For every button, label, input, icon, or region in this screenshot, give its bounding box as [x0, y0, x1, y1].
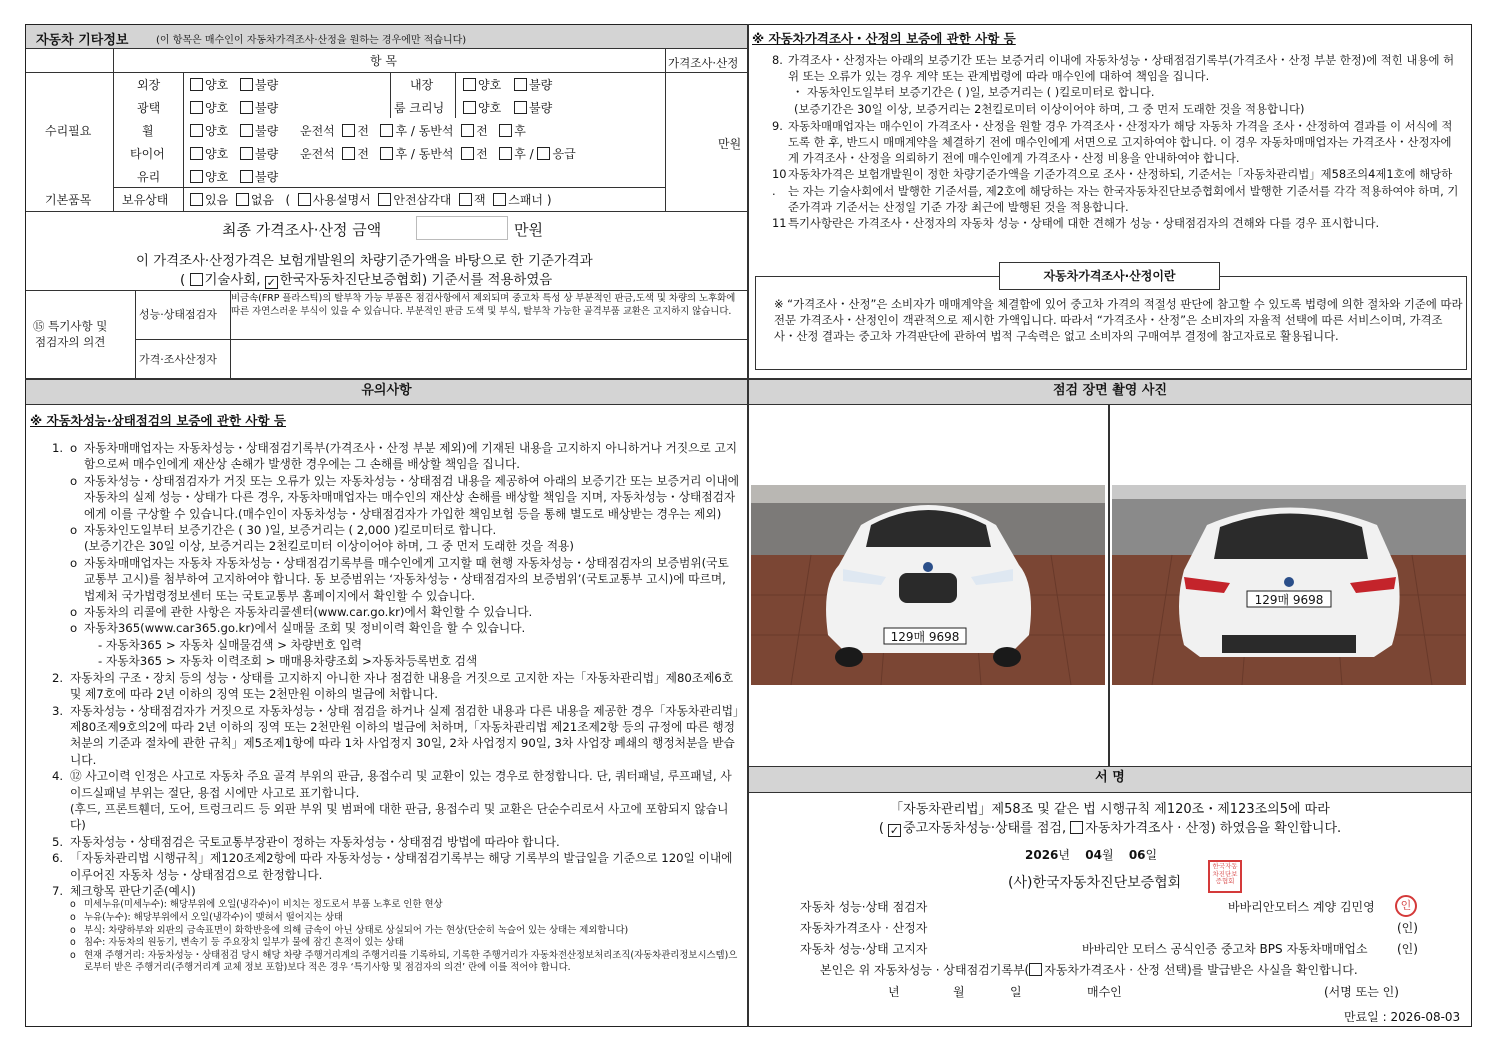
checkbox[interactable]	[1029, 963, 1042, 976]
grid-line	[183, 72, 184, 211]
tire-good: 양호	[190, 146, 228, 162]
price-warranty-items: 8. 가격조사・산정자는 아래의 보증기간 또는 보증거리 이내에 자동차성능・상태점검기록부(가격조사・산정 부분 한정)에 적힌 내용에 허위 또는 오류가 있는 경우 계약 또는 관계법령에 따라 매수인에 대하여 책임을 집니다. ・ 자동차인도일부터 보증기간은 ( )일, 보증거리는 ( )킬로미터로 합니다. (보증기간은 30일 이상, 보증거리는 2천킬로미터 이상이어야 하며, 그 중 먼저 도래한 것을 적용합니다) 9. 자동차매매업자는 매수인이 가격조사・산정을 원할 경우 가격조사・산정자가 해당 자동차 가격을 조사・산정하여 결과를 이 서식에 적도록 한 후, 반드시 매매계약을 체결하기 전에 매수인에게 서면으로 고지하여야 합니다. 이 경우 자동차매매업자는 가격조사・산정자에게 가격조사・산정을 의뢰하기 전에 매수인에게 가격조사・산정 비용을 안내하여야 합니다. 10 . 자동차가격은 보험개발원이 정한 차량기준가액을 기준가격으로 조사・산정하되, 기준서는「자동차관리법」제58조의4제1호에 해당하는 자는 기술사회에서 발행한 기준서를, 제2호에 해당하는 자는 한국자동차진단보증협회에서 발행한 기준서를 각각 적용하여야 하며, 기준가격과 기준서는 산정일 기준 가장 최근에 발행된 것을 적용합니다. 11 특기사항란은 가격조사・산정자의 자동차 성능・상태에 대한 견해가 성능・상태점검자의 견해와 다를 경우 표시합니다.	[772, 52, 1462, 231]
price-warranty-title: ※ 자동차가격조사・산정의 보증에 관한 사항 등	[752, 31, 1016, 46]
association-seal: 한국자동차진단보증협회	[1208, 860, 1242, 893]
row-room-cleaning-label: 룸 크리닝	[394, 101, 445, 115]
note-1c: 자동차인도일부터 보증기간은 ( 30 )일, 보증거리는 ( 2,000 )킬로미터로 합니다.	[84, 523, 497, 538]
note-1c-rule: (보증기간은 30일 이상, 보증거리는 2천킬로미터 이상이어야 하며, 그 중 먼저 도래한 것을 적용)	[84, 539, 574, 554]
item-9: 자동차매매업자는 매수인이 가격조사・산정을 원할 경우 가격조사・산정자가 해당 자동차 가격을 조사・산정하여 결과를 이 서식에 적도록 한 후, 반드시 매매계약을 체결하기 전에 매수인에게 서면으로 고지하여야 합니다. 이 경우 자동차매매업자는 가격조사・산정자에게 가격조사・산정을 의뢰하기 전에 매수인에게 가격조사・산정 비용을 안내하여야 합니다.	[788, 118, 1453, 166]
repair-needed-label: 수리필요	[45, 124, 92, 138]
grid-line	[390, 72, 391, 118]
item-8-period: ・ 자동차인도일부터 보증기간은 ( )일, 보증거리는 ( )킬로미터로 합니다.	[792, 85, 1155, 100]
expiry-date: 만료일 : 2026-08-03	[1344, 1010, 1461, 1024]
note-1b: 자동차성능・상태점검자가 거짓 또는 오류가 있는 자동차성능・상태점검 내용을 제공하여 아래의 보증기간 또는 보증거리 이내에 자동차의 실제 성능・상태가 다른 경우, 자동차매매업자는 매수인의 재산상 손해를 배상할 책임을 지며, 자동차성능・상태점검자에게 이를 구상할 수 있습니다.(매수인이 자동차성능・상태점검자가 가입한 책임보험 등을 통해 별도로 배상받는 경우는 제외)	[84, 473, 740, 521]
note-1f-step2: - 자동차365 > 자동차 이력조회 > 매매용차량조회 >자동차등록번호 검색	[98, 654, 478, 669]
criteria-corrosion: 부식: 차량하부와 외판의 금속표면이 화학반응에 의해 금속이 아닌 상태로 상실되어 가는 현상(단순히 녹슬어 있는 상태는 제외합니다)	[84, 924, 629, 936]
polish-bad: 불량	[240, 100, 278, 116]
item-10: 자동차가격은 보험개발원이 정한 차량기준가액을 기준가격으로 조사・산정하되, 기준서는「자동차관리법」제58조의4제1호에 해당하는 자는 기술사회에서 발행한 기준서를, 제2호에 해당하는 자는 한국자동차진단보증협회에서 발행한 기준서를 각각 적용하여야 하며, 기준가격과 기준서는 산정일 기준 가장 최근에 발행된 것을 적용합니다.	[788, 167, 1459, 214]
checkbox[interactable]	[240, 124, 253, 137]
row-exterior-label: 외장	[137, 78, 161, 92]
grid-line	[113, 187, 665, 188]
notifier-role: 자동차 성능·상태 고지자	[800, 942, 928, 956]
checkbox[interactable]	[240, 101, 253, 114]
tire-bad: 불량	[240, 146, 278, 162]
checkbox[interactable]	[514, 101, 527, 114]
note-1a: 자동차매매업자는 자동차성능・상태점검기록부(가격조사・산정 부분 제외)에 기재된 내용을 고지하지 아니하거나 거짓으로 고지함으로써 매수인에게 재산상 손해가 발생한 경우에는 그 손해를 배상할 책임을 집니다.	[84, 441, 738, 472]
glass-good: 양호	[190, 169, 228, 185]
checkbox[interactable]	[378, 193, 391, 206]
buyer-label: 매수인	[1087, 985, 1122, 999]
checkbox[interactable]	[236, 193, 249, 206]
notes-header: 유의사항	[26, 380, 747, 405]
other-info-note: (이 항목은 매수인이 자동차가격조사·산정을 원하는 경우에만 적습니다)	[156, 35, 467, 46]
price-unit-label: 만원	[718, 137, 742, 151]
checkbox[interactable]	[537, 147, 550, 160]
polish-good: 양호	[190, 100, 228, 116]
note-2: 자동차의 구조・장치 등의 성능・상태를 고지하지 아니한 자나 점검한 내용을 거짓으로 고지한 자는「자동차관리법」제80조제6호 및 제7호에 따라 2년 이하의 징역 또는 2천만원 이하의 벌금에 처합니다.	[70, 670, 734, 702]
grid-line	[135, 290, 136, 378]
checkbox[interactable]	[463, 101, 476, 114]
other-info-header	[26, 25, 747, 49]
grid-line	[665, 49, 666, 211]
checkbox[interactable]	[298, 193, 311, 206]
interior-bad: 불량	[514, 77, 552, 93]
law-line1: 「자동차관리법」제58조 및 같은 법 시행규칙 제120조・제123조의5에 따라	[890, 802, 1330, 817]
inspector-role: 자동차 성능·상태 점검자	[800, 900, 928, 914]
checkbox[interactable]	[493, 193, 506, 206]
checkbox[interactable]	[190, 170, 203, 183]
item-8-rule: (보증기간은 30일 이상, 보증거리는 2천킬로미터 이상이어야 하며, 그 중 먼저 도래한 것을 적용합니다)	[794, 101, 1305, 116]
basic-items-row: 있음 없음 ( 사용설명서 안전삼각대 잭 스패너 )	[190, 192, 552, 208]
definition-text: ※ “가격조사・산정”은 소비자가 매매계약을 체결함에 있어 중고차 가격의 적절성 판단에 참고할 수 있도록 법령에 의한 절차와 기준에 따라 전문 가격조사・산정인이 객관적으로 제시한 가액입니다. 따라서 “가격조사・산정”은 소비자의 자율적 선택에 따른 서비스이며, 가격조사・산정 결과는 중고차 가격판단에 관하여 법적 구속력은 없고 소비자의 구매여부 결정에 참고자료로 활용됩니다.	[774, 297, 1463, 344]
final-price-unit: 만원	[514, 221, 543, 239]
checkbox[interactable]	[190, 147, 203, 160]
note-1d: 자동차매매업자는 자동차 자동차성능・상태점검기록부를 매수인에게 고지할 때 현행 자동차성능・상태점검자의 보증범위(국토교통부 고시)를 첨부하여 고지하여야 합니다. 동 보증범위는 ‘자동차성능・상태점검자의 보증범위’(국토교통부 고시)에 따르며, 법제처 국가법령정보센터 또는 국토교통부 홈페이지에서 확인할 수 있습니다.	[84, 555, 729, 603]
price-basis-line1: 이 가격조사·산정가격은 보험개발원의 차량기준가액을 바탕으로 한 기준가격과	[136, 254, 593, 269]
cleaning-bad: 불량	[514, 100, 552, 116]
special-remarks-label: ⑮ 특기사항 및 점검자의 의견	[33, 319, 108, 349]
row-glass-label: 유리	[137, 170, 161, 184]
checkbox[interactable]	[190, 101, 203, 114]
checkbox[interactable]: ✓	[266, 276, 276, 289]
performance-checker-label: 성능·상태점검자	[139, 308, 217, 321]
photo-divider	[1108, 405, 1110, 766]
criteria-mileage: 현재 주행거리: 자동차성능・상태점검 당시 해당 차량 주행거리계의 주행거리를 기록하되, 기록한 주행거리가 자동차전산정보처리조직(자동차관리정보시스템)으로부터 받은 주행거리(주행거리계 교체 정보 포함)보다 적은 경우 ‘특기사항 및 점검자의 의견’ 란에 이를 적어야 합니다.	[84, 949, 738, 974]
other-info-title: 자동차 기타정보	[36, 33, 129, 48]
note-4b: (후드, 프론트휀더, 도어, 트렁크리드 등 외판 부위 및 범퍼에 대한 판금, 용접수리 및 교환은 단순수리로서 사고에 포함되지 않습니다)	[70, 801, 729, 833]
notifier-name: 바바리안 모터스 공식인증 중고차 BPS 자동차매매업소	[1082, 942, 1368, 956]
checkbox[interactable]	[380, 147, 393, 160]
association-name: (사)한국자동차진단보증협회	[1008, 875, 1182, 891]
inspector-name: 바바리안모터스 계양 김민영	[1228, 900, 1375, 914]
item-column-header: 항 목	[370, 54, 397, 68]
price-checker-label: 가격·조사산정자	[139, 353, 217, 366]
front-plate-text: 129매 9698	[890, 630, 960, 644]
checkbox[interactable]	[190, 193, 203, 206]
note-5: 자동차성능・상태점검은 국토교통부장관이 정하는 자동차성능・상태점검 방법에 따라야 합니다.	[70, 834, 560, 849]
price-checker-role: 자동차가격조사 · 산정자	[800, 921, 928, 935]
wheel-bad: 불량	[240, 123, 278, 139]
checkbox[interactable]	[240, 78, 253, 91]
checkbox[interactable]	[461, 147, 474, 160]
cleaning-good: 양호	[463, 100, 501, 116]
checkbox[interactable]	[190, 124, 203, 137]
checkbox[interactable]	[499, 147, 512, 160]
notes-list: 1. o 자동차매매업자는 자동차성능・상태점검기록부(가격조사・산정 부분 제외)에 기재된 내용을 고지하지 아니하거나 거짓으로 고지함으로써 매수인에게 재산상 손해가 발생한 경우에는 그 손해를 배상할 책임을 집니다. o 자동차성능・상태점검자가 거짓 또는 오류가 있는 자동차성능・상태점검 내용을 제공하여 아래의 보증기간 또는 보증거리 이내에 자동차의 실제 성능・상태가 다른 경우, 자동차매매업자는 매수인의 재산상 손해를 배상할 책임을 지며, 자동차성능・상태점검자에게 이를 구상할 수 있습니다.(매수인이 자동차성능・상태점검자가 가입한 책임보험 등을 통해 별도로 배상받는 경우는 제외) o 자동차인도일부터 보증기간은 ( 30 )일, 보증거리는 ( 2,000 )킬로미터로 합니다. (보증기간은 30일 이상, 보증거리는 2천킬로미터 이상이어야 하며, 그 중 먼저 도래한 것을 적용) o 자동차매매업자는 자동차 자동차성능・상태점검기록부를 매수인에게 고지할 때 현행 자동차성능・상태점검자의 보증범위(국토교통부 고시)를 첨부하여 고지하여야 합니다. 동 보증범위는 ‘자동차성능・상태점검자의 보증범위’(국토교통부 고시)에 따르며, 법제처 국가법령정보센터 또는 국토교통부 홈페이지에서 확인할 수 있습니다. o 자동차의 리콜에 관한 사항은 자동차리콜센터(www.car.go.kr)에서 확인할 수 있습니다. o 자동차365(www.car365.go.kr)에서 실매물 조회 및 정비이력 확인을 할 수 있습니다. - 자동차365 > 자동차 실매물검색 > 차량번호 입력 - 자동차365 > 자동차 이력조회 > 매매용차량조회 >자동차등록번호 검색 2. 자동차의 구조・장치 등의 성능・상태를 고지하지 아니한 자나 점검한 내용을 거짓으로 고지한 자는「자동차관리법」제80조제6호 및 제7호에 따라 2년 이하의 징역 또는 2천만원 이하의 벌금에 처합니다. 3. 자동차성능・상태점검자가 거짓으로 자동차성능・상태 점검을 하거나 실제 점검한 내용과 다른 내용을 제공한 경우「자동차관리법」제80조제9호의2에 따라 2년 이하의 징역 또는 2천만원 이하의 벌금에 처하며,「자동차관리법 제21조제2항 등의 규정에 따른 행정처분의 기준과 절차에 관한 규칙」제5조제1항에 따라 1차 사업정지 30일, 2차 사업정지 90일, 3차 사업장 폐쇄의 행정처분을 받습니다. 4. ⑫ 사고이력 인정은 사고로 자동차 주요 골격 부위의 판금, 용접수리 및 교환이 있는 경우로 한정합니다. 단, 쿼터패널, 루프패널, 사이드실패널 부위는 절단, 용접 시에만 사고로 표기합니다. (후드, 프론트휀더, 도어, 트렁크리드 등 외판 부위 및 범퍼에 대한 판금, 용접수리 및 교환은 단순수리로서 사고에 포함되지 않습니다) 5. 자동차성능・상태점검은 국토교통부장관이 정하는 자동차성능・상태점검 방법에 따라야 합니다. 6. 「자동차관리법 시행규칙」제120조제2항에 따라 자동차성능・상태점검기록부는 해당 기록부의 발급일을 기준으로 120일 이내에 이루어진 자동차 성능・상태점검으로 한정합니다. 7. 체크항목 판단기준(예시) o 미세누유(미세누수): 해당부위에 오일(냉각수)이 비치는 정도로서 부품 노후로 인한 현상 o 누유(누수): 해당부위에서 오일(냉각수)이 맺혀서 떨어지는 상태 o 부식: 차량하부와 외판의 금속표면이 화학반응에 의해 금속이 아닌 상태로 상실되어 가는 현상(단순히 녹슬어 있는 상태는 제외합니다) o 침수: 자동차의 원동기, 변속기 등 주요장치 일부가 물에 잠긴 흔적이 있는 상태 o 현재 주행거리: 자동차성능・상태점검 당시 해당 차량 주행거리계의 주행거리를 기록하되, 기록한 주행거리가 자동차전산정보처리조직(자동차관리정보시스템)으로부터 받은 주행거리(주행거리계 교체 정보 포함)보다 적은 경우 ‘특기사항 및 점검자의 의견’ 란에 이를 적어야 합니다.	[52, 441, 740, 974]
criteria-flood: 침수: 자동차의 원동기, 변속기 등 주요장치 일부가 물에 잠긴 흔적이 있는 상태	[84, 937, 404, 949]
center-divider	[747, 24, 749, 1027]
final-price-input[interactable]	[416, 216, 508, 240]
rear-car-photo	[1112, 485, 1466, 685]
checkbox[interactable]	[461, 124, 474, 137]
definition-box-title: 자동차가격조사·산정이란	[999, 262, 1220, 290]
grid-line	[455, 72, 456, 118]
tire-positions: 운전석 전 후 / 동반석 전 후 / 응급	[300, 147, 576, 161]
exterior-bad: 불량	[240, 77, 278, 93]
grid-line	[26, 72, 747, 73]
checkbox[interactable]	[342, 147, 355, 160]
front-car-photo	[751, 485, 1105, 685]
price-basis-line2: ( 기술사회, ✓ 한국자동차진단보증협회) 기준서를 적용하였음	[180, 273, 553, 289]
grid-line	[135, 339, 747, 340]
checkbox[interactable]	[240, 147, 253, 160]
sign-date: 2026년 04월 06일	[1025, 848, 1158, 862]
checkbox[interactable]	[380, 124, 393, 137]
checkbox[interactable]	[190, 78, 203, 91]
note-7: 체크항목 판단기준(예시)	[70, 883, 196, 898]
interior-good: 양호	[463, 77, 501, 93]
checkbox[interactable]	[514, 78, 527, 91]
basic-items-label: 기본품목	[45, 193, 92, 207]
checkbox[interactable]	[459, 193, 472, 206]
row-wheel-label: 휠	[142, 124, 154, 138]
note-3: 자동차성능・상태점검자가 거짓으로 자동차성능・상태 점검을 하거나 실제 점검한 내용과 다른 내용을 제공한 경우「자동차관리법」제80조제9호의2에 따라 2년 이하의 징역 또는 2천만원 이하의 벌금에 처하며,「자동차관리법 제21조제2항 등의 규정에 따른 행정처분의 기준과 절차에 관한 규칙」제5조제1항에 따라 1차 사업정지 30일, 2차 사업정지 90일, 3차 사업장 폐쇄의 행정처분을 받습니다.	[70, 703, 739, 767]
note-6: 「자동차관리법 시행규칙」제120조제2항에 따라 자동차성능・상태점검기록부는 해당 기록부의 발급일을 기준으로 120일 이내에 이루어진 자동차 성능・상태점검으로 한정합니다.	[70, 851, 733, 882]
note-1f: 자동차365(www.car365.go.kr)에서 실매물 조회 및 정비이력 확인을 할 수 있습니다.	[84, 621, 526, 636]
exterior-good: 양호	[190, 77, 228, 93]
confirm-day-label: 일	[1010, 985, 1022, 999]
row-tire-label: 타이어	[130, 147, 165, 161]
item-11: 특기사항란은 가격조사・산정자의 자동차 성능・상태에 대한 견해가 성능・상태점검자의 견해와 다를 경우 표시합니다.	[788, 216, 1380, 231]
law-statement	[749, 800, 1471, 838]
confirm-month-label: 월	[953, 985, 965, 999]
wheel-good: 양호	[190, 123, 228, 139]
row-interior-label: 내장	[410, 78, 434, 92]
criteria-leak: 누유(누수): 해당부위에서 오일(냉각수)이 맺혀서 떨어지는 상태	[84, 911, 344, 923]
signature-header: 서 명	[749, 767, 1471, 793]
sign-or-seal-label: (서명 또는 인)	[1324, 985, 1399, 999]
inspector-seal: 인	[1395, 895, 1417, 917]
final-price-label: 최종 가격조사·산정 금액	[222, 221, 382, 239]
checkbox[interactable]	[499, 124, 512, 137]
grid-line	[26, 211, 747, 212]
law-line2: ( ✓ 중고자동차성능·상태를 점검, 자동차가격조사 · 산정) 하였음을 확인합니다.	[878, 821, 1342, 837]
checkbox[interactable]	[240, 170, 253, 183]
checkbox[interactable]	[342, 124, 355, 137]
notifier-seal: (인)	[1397, 942, 1418, 956]
checkbox[interactable]	[190, 273, 203, 286]
row-polish-label: 광택	[137, 101, 161, 115]
checkbox[interactable]	[1070, 821, 1083, 834]
notes-title: ※ 자동차성능·상태점검의 보증에 관한 사항 등	[30, 413, 287, 428]
criteria-minor-leak: 미세누유(미세누수): 해당부위에 오일(냉각수)이 비치는 정도로서 부품 노후로 인한 현상	[84, 899, 443, 911]
item-8: 가격조사・산정자는 아래의 보증기간 또는 보증거리 이내에 자동차성능・상태점검기록부(가격조사・산정 부분 한정)에 적힌 내용에 허위 또는 오류가 있는 경우 계약 또는 관계법령에 따라 매수인에 대하여 책임을 집니다.	[788, 53, 1455, 84]
glass-bad: 불량	[240, 169, 278, 185]
price-checker-seal: (인)	[1397, 921, 1418, 935]
checkbox[interactable]: ✓	[889, 824, 900, 837]
note-1f-step1: - 자동차365 > 자동차 실매물검색 > 차량번호 입력	[98, 637, 363, 652]
checkbox[interactable]	[463, 78, 476, 91]
performance-checker-opinion: 비금속(FRP 플라스틱)의 탈부착 가능 부품은 점검사항에서 제외되며 중고차 특성 상 부분적인 판금,도색 및 차량의 노후화에 따른 자연스러운 부식이 있을 수 있습니다. 부분적인 판금 도색 및 부식, 탈부착 가능한 골격부품 교환은 고지하지 않습니다.	[231, 293, 736, 317]
note-4: ⑫ 사고이력 인정은 사고로 자동차 주요 골격 부위의 판금, 용접수리 및 교환이 있는 경우로 한정합니다. 단, 쿼터패널, 루프패널, 사이드실패널 부위는 절단, 용접 시에만 사고로 표기합니다.	[70, 769, 732, 800]
confirm-year-label: 년	[888, 985, 900, 999]
wheel-positions: 운전석 전 후 / 동반석 전 후	[300, 124, 526, 138]
rear-plate-text: 129매 9698	[1254, 593, 1324, 607]
photos-header: 점검 장면 촬영 사진	[749, 380, 1471, 405]
buyer-confirmation: 본인은 위 자동차성능 · 상태점검기록부( 자동차가격조사 · 산정 선택)를 발급받은 사실을 확인합니다.	[820, 963, 1358, 977]
note-1e: 자동차의 리콜에 관한 사항은 자동차리콜센터(www.car.go.kr)에서 확인할 수 있습니다.	[84, 605, 533, 620]
price-column-header: 가격조사·산정	[668, 56, 739, 70]
possession-label: 보유상태	[122, 193, 169, 207]
